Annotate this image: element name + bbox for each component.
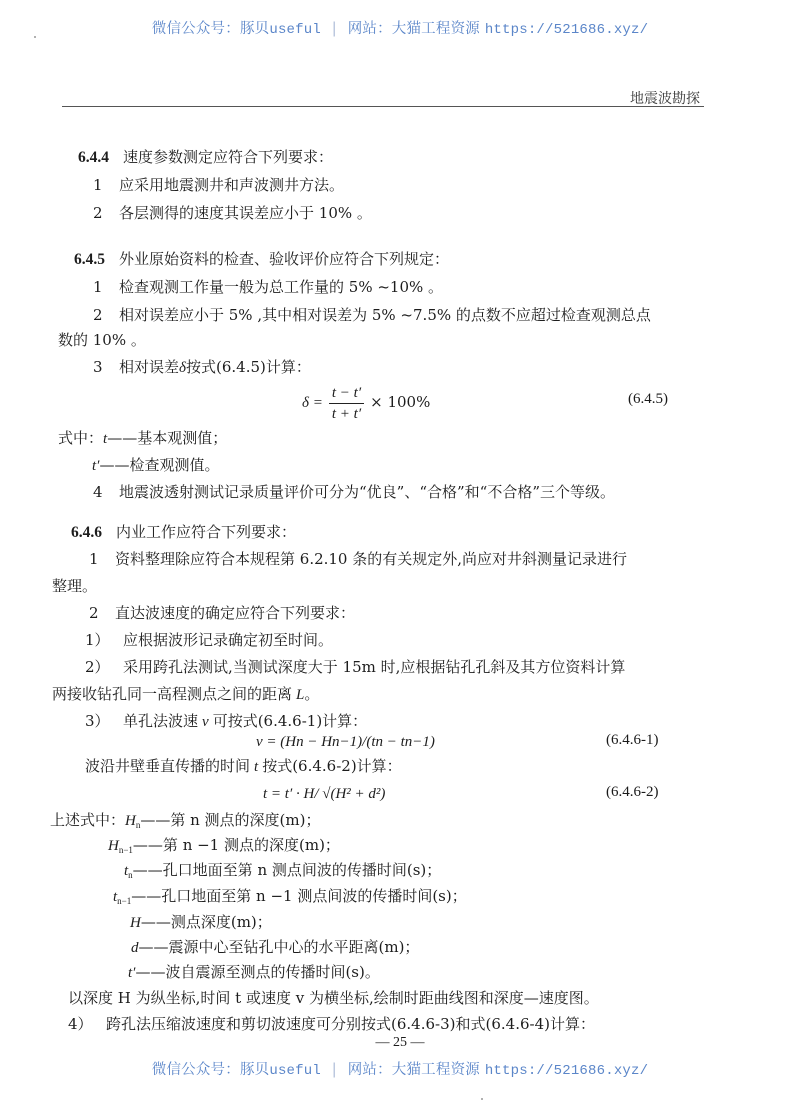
symbol-delta: δ	[179, 360, 186, 376]
watermark-top	[0, 17, 800, 38]
section-title: 外业原始资料的检查、验收评价应符合下列规定：	[119, 250, 450, 268]
paragraph: 波沿井壁垂直传播的时间 t 按式(6.4.6-2)计算：	[85, 757, 402, 775]
section-heading-6-4-4	[78, 147, 333, 168]
section-number: 6.4.5	[74, 251, 105, 268]
watermark-url[interactable]: https://521686.xyz/	[484, 22, 649, 38]
running-header: 地震波勘探	[630, 91, 700, 107]
watermark-site-label: 网站：大猫工程资源	[347, 1062, 480, 1078]
sub-item: 1） 应根据波形记录确定初至时间。	[85, 631, 334, 649]
section-heading-6-4-6	[71, 522, 296, 543]
watermark-separator: |	[331, 1062, 337, 1078]
watermark-url[interactable]: https://521686.xyz/	[484, 1063, 649, 1079]
paragraph: 以深度 H 为纵坐标,时间 t 或速度 v 为横坐标,绘制时距曲线图和深度—速度图。	[68, 989, 599, 1007]
scan-speck	[481, 1098, 483, 1100]
where-definition: d——震源中心至钻孔中心的水平距离(m)；	[131, 938, 420, 956]
list-item: 3 相对误差δ按式(6.4.5)计算：	[93, 358, 311, 376]
scan-speck	[34, 36, 36, 38]
watermark-wechat-label: 微信公众号：豚贝	[151, 1062, 270, 1078]
where-definition: t′——波自震源至测点的传播时间(s)。	[128, 963, 380, 981]
where-definition: $H_{n-1}——$第 n −1 测点的深度(m)；	[108, 836, 340, 855]
equation-number: (6.4.5)	[628, 391, 668, 407]
watermark-separator: |	[331, 21, 337, 37]
formula-6-4-6-2: t = t′ · H/ √(H² + d²)	[263, 786, 386, 802]
where-clause: 式中：t——基本观测值；	[58, 429, 228, 447]
list-item: 2 各层测得的速度其误差应小于 10% 。	[93, 204, 372, 222]
where-definition: t′——检查观测值。	[92, 456, 220, 474]
equation-number: (6.4.6-2)	[606, 784, 659, 800]
section-title: 内业工作应符合下列要求：	[116, 523, 297, 541]
sub-item: 3） 单孔法波速 v 可按式(6.4.6-1)计算：	[85, 712, 368, 730]
where-clause: 上述式中：$H_n——$第 n 测点的深度(m)；	[50, 811, 321, 830]
list-item: 1 应采用地震测井和声波测井方法。	[93, 176, 345, 194]
watermark-wechat-label: 微信公众号：豚贝	[151, 21, 270, 37]
section-heading-6-4-5	[74, 249, 449, 270]
where-definition: H——测点深度(m)；	[130, 913, 272, 931]
watermark-wechat-id: useful	[269, 22, 321, 38]
where-definition: $t_n——$孔口地面至第 n 测点间波的传播时间(s)；	[124, 861, 442, 880]
watermark-wechat-id: useful	[269, 1063, 321, 1079]
section-title: 速度参数测定应符合下列要求：	[123, 148, 334, 166]
sub-item: 4） 跨孔法压缩波速度和剪切波速度可分别按式(6.4.6-3)和式(6.4.6-4)计算：	[68, 1015, 595, 1033]
list-item: 1 资料整理除应符合本规程第 6.2.10 条的有关规定外,尚应对井斜测量记录进行	[89, 550, 628, 568]
list-item: 1 检查观测工作量一般为总工作量的 5% ~10% 。	[93, 278, 444, 296]
equation-number: (6.4.6-1)	[606, 732, 659, 748]
list-item-continuation: 数的 10% 。	[58, 331, 146, 349]
formula-6-4-5: δ = $\frac{t - t'}{t + t'}$ × 100%	[302, 384, 431, 422]
fraction: $\frac{t - t'}{t + t'}$	[329, 384, 364, 423]
page-number: — 25 —	[375, 1035, 425, 1050]
where-definition: $t_{n-1}——$孔口地面至第 n −1 测点间波的传播时间(s)；	[113, 887, 467, 906]
formula-6-4-6-1: v = (Hn − Hn−1)/(tn − tn−1)	[256, 734, 435, 750]
header-rule	[62, 106, 704, 107]
list-item: 2 直达波速度的确定应符合下列要求：	[89, 604, 356, 622]
section-number: 6.4.6	[71, 524, 102, 541]
sub-item: 2） 采用跨孔法测试,当测试深度大于 15m 时,应根据钻孔孔斜及其方位资料计算	[85, 658, 626, 676]
section-number: 6.4.4	[78, 149, 109, 166]
watermark-bottom	[0, 1058, 800, 1079]
list-item: 4 地震波透射测试记录质量评价可分为“优良”、“合格”和“不合格”三个等级。	[93, 483, 616, 501]
list-item: 2 相对误差应小于 5% ,其中相对误差为 5% ~7.5% 的点数不应超过检查观测总点	[93, 306, 651, 324]
list-item-continuation: 整理。	[52, 577, 98, 595]
sub-item-continuation: 两接收钻孔同一高程测点之间的距离 L。	[52, 685, 320, 703]
watermark-site-label: 网站：大猫工程资源	[347, 21, 480, 37]
